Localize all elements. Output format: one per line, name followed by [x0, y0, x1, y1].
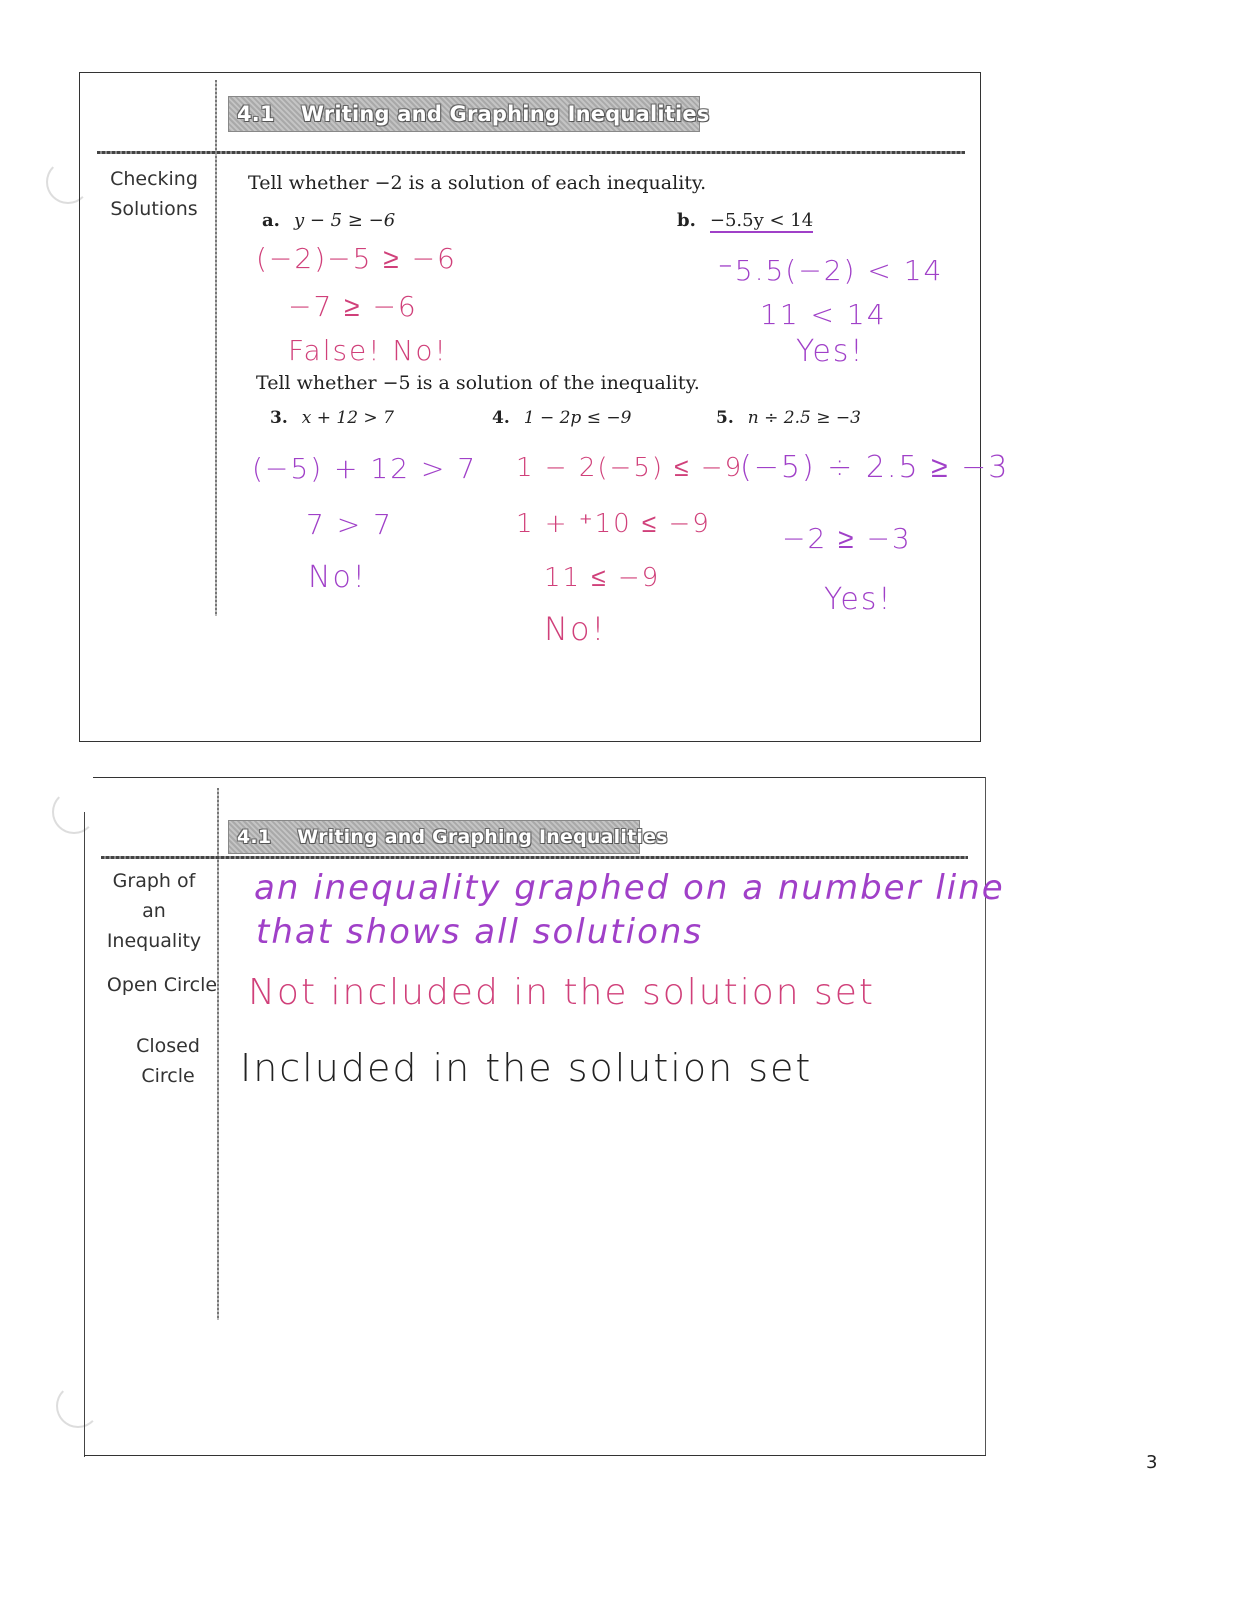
work-b-line-1: ⁻5.5(−2) < 14	[718, 254, 944, 287]
section-title: Writing and Graphing Inequalities	[300, 102, 710, 126]
header-rule	[97, 151, 965, 154]
card-top-border	[93, 777, 985, 778]
work-b-line-2: 11 < 14	[760, 298, 887, 331]
work-4-line-4: No!	[544, 610, 607, 648]
binder-hole-bottom	[56, 1384, 100, 1428]
side-label-checking-solutions: Checking Solutions	[110, 168, 198, 220]
work-b-line-3: Yes!	[796, 334, 865, 369]
prompt-minus-2: Tell whether −2 is a solution of each inequality.	[248, 172, 707, 194]
definition-open-circle: Not included in the solution set	[248, 972, 876, 1013]
work-4-line-3: 11 ≤ −9	[544, 563, 661, 593]
prompt-minus-5: Tell whether −5 is a solution of the inequality.	[256, 372, 700, 394]
definition-closed-circle: Included in the solution set	[240, 1046, 813, 1090]
work-3-line-3: No!	[308, 560, 367, 595]
side-label-closed-circle: Closed Circle	[136, 1035, 200, 1087]
column-divider	[215, 80, 217, 616]
definition-graph-of-inequality-line-2: that shows all solutions	[256, 912, 704, 952]
section-number: 4.1	[237, 102, 275, 126]
section-banner	[228, 96, 710, 132]
side-label-open-circle: Open Circle	[106, 974, 218, 996]
work-4-line-1: 1 − 2(−5) ≤ −9	[516, 453, 744, 483]
problem-4: 4. 1 − 2p ≤ −9	[492, 408, 632, 428]
page-number: 3	[1146, 1452, 1158, 1473]
card-left-border	[84, 812, 85, 1457]
problem-3: 3. x + 12 > 7	[270, 408, 394, 428]
work-a-line-1: (−2)−5 ≥ −6	[256, 242, 457, 275]
section-title: Writing and Graphing Inequalities	[297, 826, 668, 848]
work-4-line-2: 1 + ⁺10 ≤ −9	[516, 509, 711, 539]
definition-graph-of-inequality-line-1: an inequality graphed on a number line	[254, 868, 1005, 908]
section-number: 4.1	[237, 826, 272, 848]
binder-hole-middle	[52, 790, 96, 834]
work-a-line-3: False! No!	[288, 334, 448, 367]
problem-a: a. y − 5 ≥ −6	[262, 210, 396, 231]
work-3-line-1: (−5) + 12 > 7	[252, 452, 478, 485]
work-5-line-2: −2 ≥ −3	[782, 522, 912, 555]
work-5-line-1: (−5) ÷ 2.5 ≥ −3	[740, 450, 1010, 485]
work-a-line-2: −7 ≥ −6	[288, 290, 418, 323]
header-rule	[101, 856, 968, 859]
side-label-graph-of-inequality: Graph of an Inequality	[106, 870, 202, 952]
section-banner	[228, 820, 668, 854]
problem-5: 5. n ÷ 2.5 ≥ −3	[716, 408, 861, 428]
work-5-line-3: Yes!	[824, 582, 893, 617]
work-3-line-2: 7 > 7	[306, 508, 393, 541]
card-bottom-border	[84, 1455, 986, 1456]
problem-b: b. −5.5y < 14	[677, 210, 814, 231]
